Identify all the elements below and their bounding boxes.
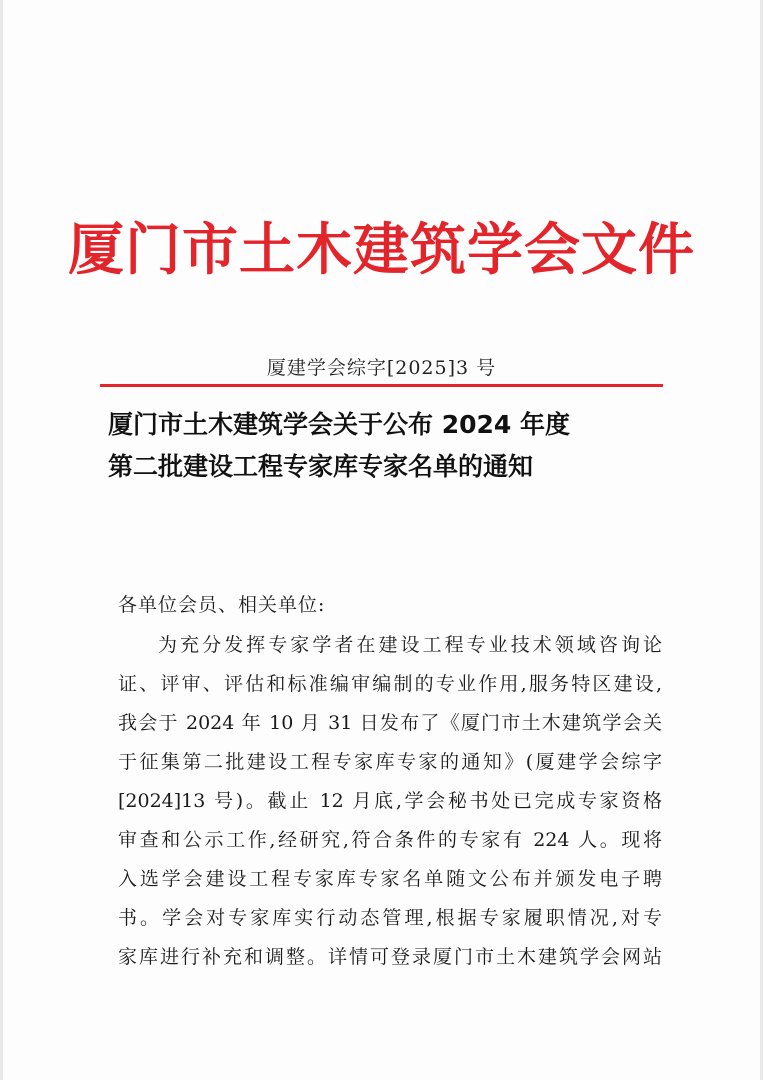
body-line: [2024]13 号)。截止 12 月底,学会秘书处已完成专家资格	[118, 790, 662, 812]
body-line: 家库进行补充和调整。详情可登录厦门市土木建筑学会网站	[118, 946, 662, 968]
body-line: 为充分发挥专家学者在建设工程专业技术领域咨询论	[158, 634, 662, 656]
body-line: 我会于 2024 年 10 月 31 日发布了《厦门市土木建筑学会关	[118, 712, 662, 734]
notice-title-line: 第二批建设工程专家库专家名单的通知	[108, 452, 534, 481]
body-line: 于征集第二批建设工程专家库专家的通知》(厦建学会综字	[118, 751, 662, 773]
body-line: 书。学会对专家库实行动态管理,根据专家履职情况,对专	[118, 907, 662, 929]
body-line: 证、评审、评估和标准编审编制的专业作用,服务特区建设,	[118, 673, 662, 695]
page-left-edge	[0, 0, 3, 1080]
body-line: 入选学会建设工程专家库专家名单随文公布并颁发电子聘	[118, 868, 662, 890]
salutation: 各单位会员、相关单位:	[118, 594, 326, 616]
notice-title	[108, 404, 708, 488]
body-line: 审查和公示工作,经研究,符合条件的专家有 224 人。现将	[118, 829, 662, 851]
notice-title-line: 厦门市土木建筑学会关于公布 2024 年度	[108, 410, 570, 439]
masthead-title: 厦门市土木建筑学会文件	[68, 217, 695, 283]
document-number: 厦建学会综字[2025]3 号	[266, 357, 497, 379]
red-divider-line	[100, 384, 663, 387]
body-text	[118, 626, 662, 977]
